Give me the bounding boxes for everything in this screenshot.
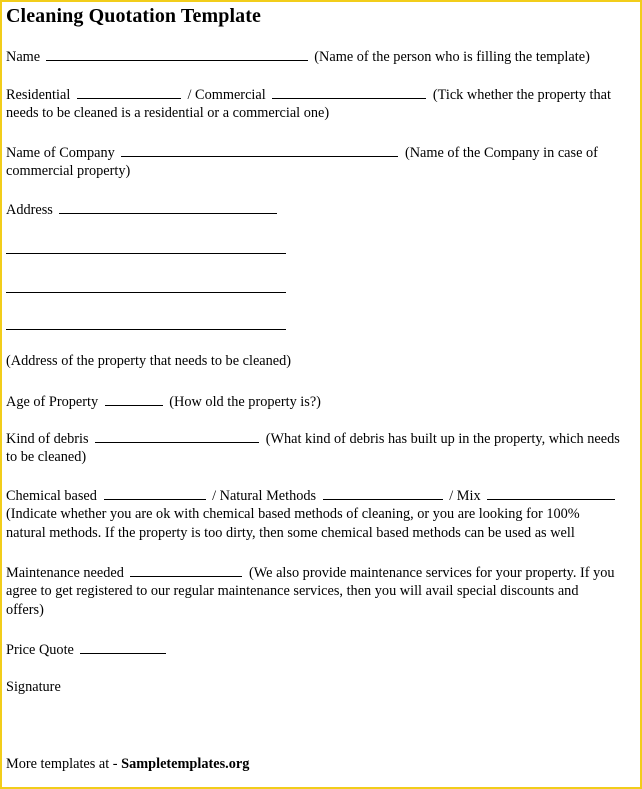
debris-blank[interactable]	[95, 429, 259, 443]
company-note-1: (Name of the Company in case of	[404, 145, 598, 161]
residential-blank[interactable]	[77, 85, 181, 99]
signature-label: Signature	[6, 679, 61, 695]
debris-note-row	[6, 448, 86, 467]
footer-site-link[interactable]: Sampletemplates.org	[121, 756, 250, 772]
residential-note-2: needs to be cleaned is a residential or a commercial one)	[6, 105, 330, 121]
age-row	[6, 392, 321, 412]
price-blank[interactable]	[80, 640, 166, 654]
address-note-row	[6, 352, 291, 371]
maintenance-note-row-3	[6, 601, 44, 620]
residential-row	[6, 85, 611, 105]
name-label: Name	[6, 49, 41, 65]
address-blank[interactable]	[59, 200, 277, 214]
address-line-4[interactable]	[6, 329, 286, 330]
company-label: Name of Company	[6, 145, 115, 161]
mix-blank[interactable]	[487, 486, 615, 500]
methods-note-row-2	[6, 524, 575, 543]
price-label: Price Quote	[6, 642, 74, 658]
footer-prefix: More templates at -	[6, 756, 118, 772]
debris-label: Kind of debris	[6, 431, 89, 447]
chemical-blank[interactable]	[104, 486, 206, 500]
maintenance-blank[interactable]	[130, 563, 242, 577]
page-title: Cleaning Quotation Template	[6, 5, 261, 27]
company-blank[interactable]	[121, 143, 398, 157]
company-row	[6, 143, 598, 163]
residential-note-1: (Tick whether the property that	[432, 87, 611, 103]
methods-note-row-1	[6, 505, 580, 524]
age-label: Age of Property	[6, 394, 99, 410]
name-row	[6, 47, 590, 67]
name-note: (Name of the person who is filling the template)	[314, 49, 590, 65]
maintenance-note-1: (We also provide maintenance services for your property. If you	[249, 565, 615, 581]
methods-note-1: (Indicate whether you are ok with chemical based methods of cleaning, or you are looking for 100%	[6, 506, 580, 522]
chemical-label: Chemical based	[6, 488, 97, 504]
debris-row	[6, 429, 620, 449]
maintenance-label: Maintenance needed	[6, 565, 124, 581]
age-blank[interactable]	[105, 392, 163, 406]
mix-label: / Mix	[449, 488, 481, 504]
address-row	[6, 200, 280, 220]
residential-note-row	[6, 104, 329, 123]
address-line-2[interactable]	[6, 253, 286, 254]
commercial-label: / Commercial	[187, 87, 266, 103]
natural-label: / Natural Methods	[212, 488, 317, 504]
age-note: (How old the property is?)	[169, 394, 321, 410]
maintenance-note-3: offers)	[6, 602, 44, 618]
address-note: (Address of the property that needs to be cleaned)	[6, 353, 292, 369]
price-row	[6, 640, 169, 660]
address-label: Address	[6, 202, 53, 218]
signature-row	[6, 678, 61, 697]
commercial-blank[interactable]	[272, 85, 426, 99]
methods-row	[6, 486, 618, 506]
company-note-2: commercial property)	[6, 163, 131, 179]
maintenance-note-row-2	[6, 582, 578, 601]
methods-note-2: natural methods. If the property is too dirty, then some chemical based methods can be used as well	[6, 525, 575, 541]
maintenance-row	[6, 563, 615, 583]
address-line-3[interactable]	[6, 292, 286, 293]
residential-label: Residential	[6, 87, 71, 103]
name-blank[interactable]	[46, 47, 308, 61]
company-note-row	[6, 162, 130, 181]
debris-note-2: to be cleaned)	[6, 449, 87, 465]
natural-blank[interactable]	[323, 486, 443, 500]
maintenance-note-2: agree to get registered to our regular maintenance services, then you will avail special discounts and	[6, 583, 579, 599]
footer	[6, 755, 249, 774]
debris-note-1: (What kind of debris has built up in the property, which needs	[265, 431, 620, 447]
